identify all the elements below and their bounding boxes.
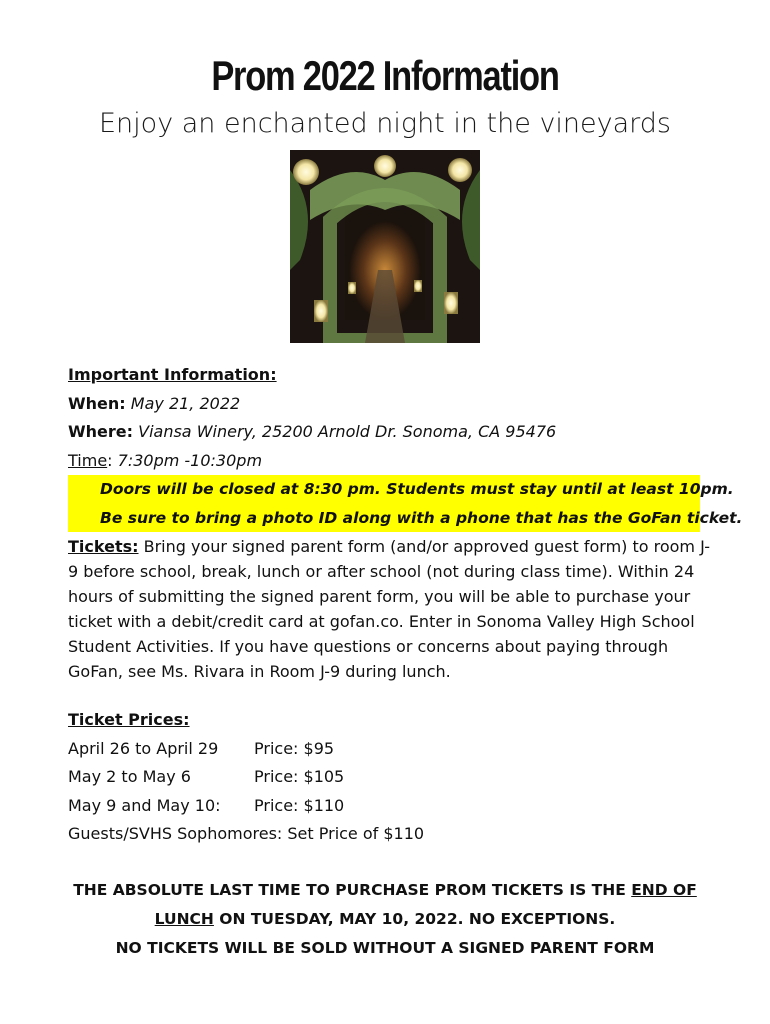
photo-id-notice: Be sure to bring a photo ID along with a phone that has the GoFan ticket. <box>68 504 700 533</box>
price-row-dates: May 9 and May 10: <box>68 795 221 815</box>
closing-part-1: THE ABSOLUTE LAST TIME TO PURCHASE PROM TICKETS IS THE <box>73 881 632 899</box>
where-label: Where: <box>68 422 134 441</box>
ticket-prices-heading: Ticket Prices: <box>68 710 190 729</box>
when-value: May 21, 2022 <box>130 393 241 413</box>
where-line <box>68 418 718 447</box>
price-row <box>68 735 718 764</box>
time-line <box>68 447 718 476</box>
closing-line-3: NO TICKETS WILL BE SOLD WITHOUT A SIGNED PARENT FORM <box>115 939 655 957</box>
ticket-prices <box>68 706 718 849</box>
price-row <box>68 763 718 792</box>
price-row-price: Price: $110 <box>254 795 345 815</box>
tickets-paragraph <box>68 534 718 684</box>
closing-notice <box>60 876 710 963</box>
price-row-price: Price: $105 <box>254 767 345 786</box>
closing-underlined-1: END OF <box>631 881 697 899</box>
time-value: 7:30pm -10:30pm <box>117 450 263 470</box>
time-colon: : <box>107 450 113 470</box>
price-row <box>68 792 718 821</box>
when-label: When: <box>68 393 126 413</box>
price-row-dates: May 2 to May 6 <box>68 767 191 786</box>
when-line <box>68 390 718 419</box>
tickets-label: Tickets: <box>68 537 139 556</box>
information-section <box>68 361 743 849</box>
page-title: Prom 2022 Information <box>211 52 559 99</box>
page-subtitle: Enjoy an enchanted night in the vineyards <box>99 108 671 139</box>
price-row-dates: April 26 to April 29 <box>68 738 219 758</box>
time-label: Time <box>68 450 108 470</box>
vineyard-archway-image <box>290 150 480 343</box>
doors-closed-notice: Doors will be closed at 8:30 pm. Students must stay until at least 10pm. <box>68 475 700 504</box>
closing-part-2: ON TUESDAY, MAY 10, 2022. NO EXCEPTIONS. <box>213 910 616 928</box>
tickets-text: Bring your signed parent form (and/or approved guest form) to room J-9 before school, break, lunch or after school (not during class time). Within 24 hours of submitting the signed parent form, you will be able to purchase your ticket with a debit/credit card at gofan.co. Enter in Sonoma Valley High School Student Activities. If you have questions or concerns about paying through GoFan, see Ms. Rivara in Room J-9 during lunch. <box>68 537 711 681</box>
important-info-heading <box>68 361 718 390</box>
where-value: Viansa Winery, 25200 Arnold Dr. Sonoma, CA 95476 <box>138 422 557 441</box>
guest-price: Guests/SVHS Sophomores: Set Price of $110 <box>68 824 425 843</box>
price-row-price: Price: $95 <box>254 738 335 758</box>
important-info-heading-text: Important Information: <box>68 365 277 384</box>
closing-underlined-2: LUNCH <box>154 910 214 928</box>
